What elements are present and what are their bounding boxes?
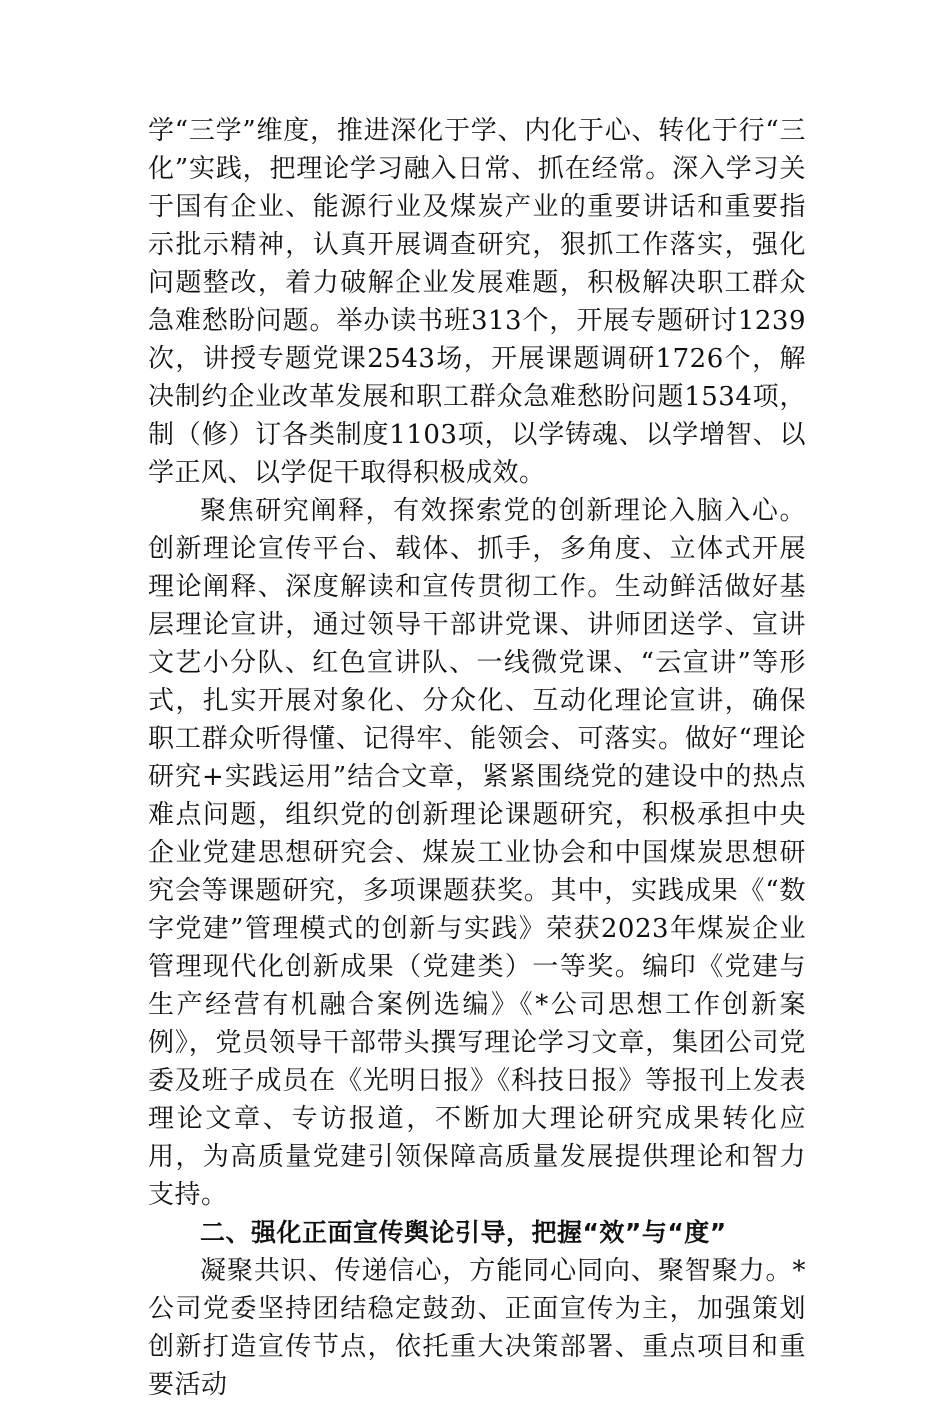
paragraph-study-dimensions: 学“三学”维度，推进深化于学、内化于心、转化于行“三化”实践，把理论学习融入日常、抓在经常。深入学习关于国有企业、能源行业及煤炭产业的重要讲话和重要指示批示精神，认真开展调查研究，狠抓工作落实，强化问题整改，着力破解企业发展难题，积极解决职工群众急难愁盼问题。举办读书班313个，开展专题研讨1239次，讲授专题党课2543场，开展课题调研1726个，解决制约企业改革发展和职工群众急难愁盼问题1534项，制（修）订各类制度1103项，以学铸魂、以学增智、以学正风、以学促干取得积极成效。 <box>148 116 806 488</box>
paragraph-research-interpretation: 聚焦研究阐释，有效探索党的创新理论入脑入心。创新理论宣传平台、载体、抓手，多角度、立体式开展理论阐释、深度解读和宣传贯彻工作。生动鲜活做好基层理论宣讲，通过领导干部讲党课、讲师团送学、宣讲文艺小分队、红色宣讲队、一线微党课、“云宣讲”等形式，扎实开展对象化、分众化、互动化理论宣讲，确保职工群众听得懂、记得牢、能领会、可落实。做好“理论研究+实践运用”结合文章，紧紧围绕党的建设中的热点难点问题，组织党的创新理论课题研究，积极承担中央企业党建思想研究会、煤炭工业协会和中国煤炭思想研究会等课题研究，多项课题获奖。其中，实践成果《“数字党建”管理模式的创新与实践》荣获2023年煤炭企业管理现代化创新成果（党建类）一等奖。编印《党建与生产经营有机融合案例选编》《*公司思想工作创新案例》，党员领导干部带头撰写理论学习文章，集团公司党委及班子成员在《光明日报》《科技日报》等报刊上发表理论文章、专访报道，不断加大理论研究成果转化应用，为高质量党建引领保障高质量发展提供理论和智力支持。 <box>148 496 806 1210</box>
document-body <box>148 112 806 1404</box>
paragraph-consensus: 凝聚共识、传递信心，方能同心同向、聚智聚力。*公司党委坚持团结稳定鼓劲、正面宣传为主，加强策划创新打造宣传节点，依托重大决策部署、重点项目和重要活动 <box>148 1256 806 1400</box>
section-heading: 二、强化正面宣传舆论引导，把握“效”与“度” <box>200 1218 727 1247</box>
